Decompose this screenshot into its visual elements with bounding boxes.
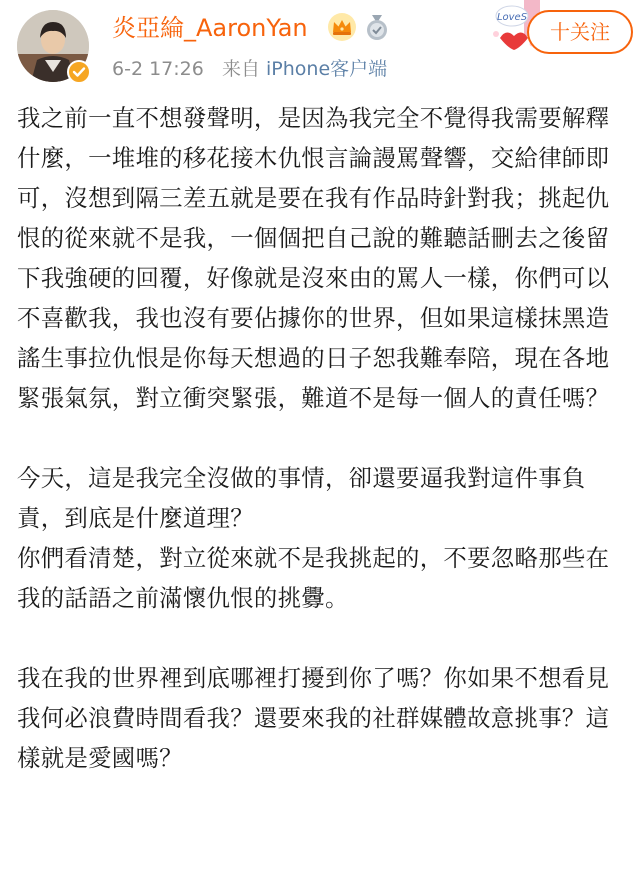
medal-icon[interactable] <box>364 13 390 41</box>
post-paragraph: 我之前一直不想發聲明，是因為我完全不覺得我需要解釋什麼，一堆堆的移花接木仇恨言論謾罵聲響，交給律師即可，沒想到隔三差五就是要在我有作品時針對我；挑起仇恨的從來就不是我，一個個把自己說的難聽話刪去之後留下我強硬的回覆，好像就是沒來由的罵人一樣，你們可以不喜歡我，我也沒有要佔據你的世界，但如果這樣抹黑造謠生事拉仇恨是你每天想過的日子恕我難奉陪，現在各地緊張氣氛，對立衝突緊張，難道不是每一個人的責任嗎？ <box>17 104 610 412</box>
post-source[interactable]: iPhone客户端 <box>266 58 388 80</box>
source-prefix: 来自 <box>221 58 260 80</box>
crown-icon[interactable] <box>327 12 357 42</box>
sticker-text: LoveS <box>496 12 528 23</box>
post-header <box>0 0 640 96</box>
post-body <box>17 98 623 778</box>
paragraph-spacer <box>17 618 623 658</box>
post-meta <box>112 56 387 82</box>
author-name[interactable]: 炎亞綸_AaronYan <box>112 14 308 42</box>
verified-badge-icon <box>67 60 91 84</box>
post-paragraph: 今天，這是我完全沒做的事情，卻還要逼我對這件事負責，到底是什麼道理？ <box>17 464 586 532</box>
post-timestamp: 6-2 17:26 <box>112 58 204 80</box>
follow-button[interactable]: 十关注 <box>527 10 633 54</box>
post-paragraph: 你們看清楚，對立從來就不是我挑起的，不要忽略那些在我的話語之前滿懷仇恨的挑釁。 <box>17 544 610 612</box>
post-paragraph: 我在我的世界裡到底哪裡打擾到你了嗎？你如果不想看見我何必浪費時間看我？還要來我的社群媒體故意挑事？這樣就是愛國嗎？ <box>17 664 610 772</box>
paragraph-spacer <box>17 418 623 458</box>
